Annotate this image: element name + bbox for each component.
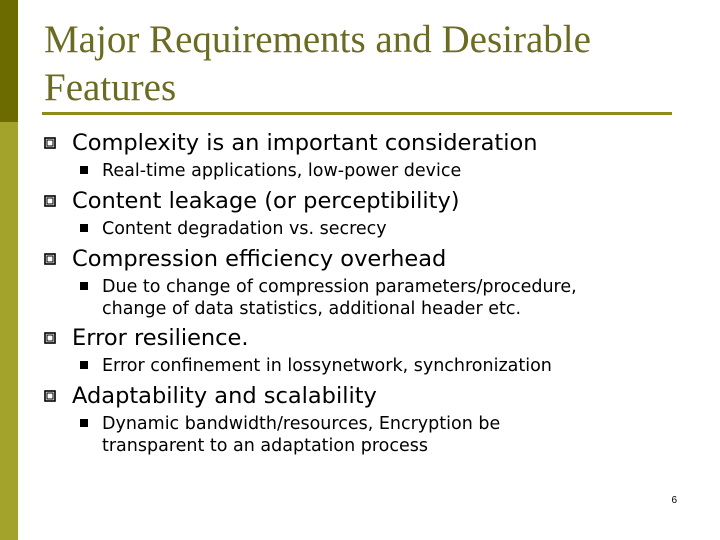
- filled-square-bullet-icon: [80, 361, 88, 369]
- hollow-square-bullet-icon: [44, 195, 56, 207]
- bullet-text: Error resilience.: [72, 325, 249, 351]
- title-underline: [42, 112, 672, 115]
- hollow-square-bullet-icon: [44, 332, 56, 344]
- filled-square-bullet-icon: [80, 166, 88, 174]
- sub-bullet-text-continued: transparent to an adaptation process: [102, 436, 429, 456]
- sub-bullet-text: Real-time applications, low-power device: [102, 161, 462, 181]
- bullet-text: Adaptability and scalability: [72, 383, 377, 409]
- title-line-2: Features: [44, 66, 177, 109]
- slide-title: [44, 16, 591, 112]
- bullet-text: Content leakage (or perceptibility): [72, 188, 460, 214]
- title-line-1: Major Requirements and Desirable: [44, 18, 591, 61]
- sub-bullet-text-continued: change of data statistics, additional header etc.: [102, 299, 522, 319]
- filled-square-bullet-icon: [80, 224, 88, 232]
- filled-square-bullet-icon: [80, 419, 88, 427]
- sub-bullet-text: Due to change of compression parameters/procedure,: [102, 277, 577, 297]
- sidebar-accent-top: [0, 0, 18, 122]
- sub-bullet-text: Content degradation vs. secrecy: [102, 219, 387, 239]
- hollow-square-bullet-icon: [44, 137, 56, 149]
- sub-bullet-text: Error confinement in lossynetwork, synchronization: [102, 356, 552, 376]
- page-number: 6: [671, 495, 677, 506]
- sub-bullet-text: Dynamic bandwidth/resources, Encryption be: [102, 414, 501, 434]
- bullet-text: Compression efficiency overhead: [72, 246, 447, 272]
- hollow-square-bullet-icon: [44, 390, 56, 402]
- bullet-text: Complexity is an important consideration: [72, 130, 538, 156]
- sidebar-accent-bottom: [0, 122, 18, 540]
- hollow-square-bullet-icon: [44, 253, 56, 265]
- filled-square-bullet-icon: [80, 282, 88, 290]
